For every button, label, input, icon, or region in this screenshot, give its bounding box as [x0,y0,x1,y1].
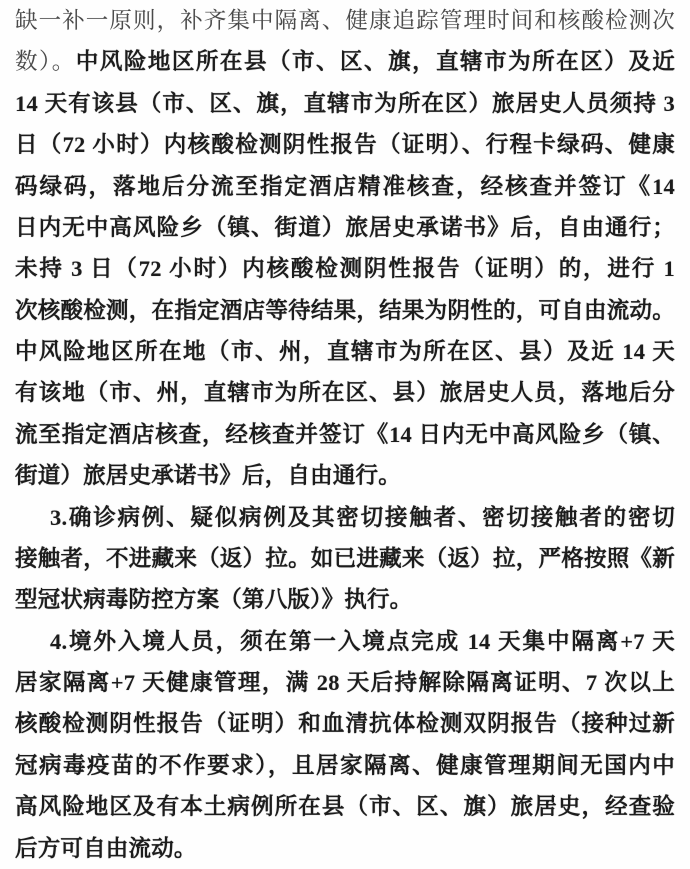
text-run: 4.境外入境人员，须在第一入境点完成 14 天集中隔离+7 天 [50,628,675,654]
text-line [15,124,675,165]
text-run: 14 天有该县（市、区、旗，直辖市为所在区）旅居史人员须持 3 [15,90,675,116]
text-line [15,662,675,703]
text-run: 街道）旅居史承诺书》后，自由通行。 [15,463,401,489]
text-line [15,248,675,289]
text-line [15,414,675,455]
text-line [15,497,675,538]
text-run: 中风险地区所在县（市、区、旗，直辖市为所在区）及近 [75,49,675,75]
text-run: 流至指定酒店核查，经核查并签订《14 日内无中高风险乡（镇、 [15,421,675,447]
text-line [15,579,675,620]
text-run: 日内无中高风险乡（镇、街道）旅居史承诺书》后，自由通行； [15,214,675,240]
text-line [15,83,675,124]
text-line [15,828,675,869]
text-line [15,703,675,744]
text-line [15,372,675,413]
text-run: 后方可自由流动。 [15,835,197,861]
text-line [15,41,675,82]
text-line [15,786,675,827]
text-line [15,0,675,41]
text-line [15,331,675,372]
text-run: 日（72 小时）内核酸检测阴性报告（证明）、行程卡绿码、健康 [15,132,675,158]
text-run: 居家隔离+7 天健康管理，满 28 天后持解除隔离证明、7 次以上 [15,670,675,695]
text-line [15,290,675,331]
text-run: 中风险地区所在地（市、州，直辖市为所在区、县）及近 14 天 [15,339,675,364]
document-body [15,0,675,869]
text-run: 冠病毒疫苗的不作要求），且居家隔离、健康管理期间无国内中 [15,752,675,778]
text-run: 接触者，不进藏来（返）拉。如已进藏来（返）拉，严格按照《新 [15,545,675,571]
text-line [15,207,675,248]
text-line [15,621,675,662]
text-run: 码绿码，落地后分流至指定酒店精准核查，经核查并签订《14 [15,173,675,199]
text-run: 未持 3 日（72 小时）内核酸检测阴性报告（证明）的，进行 1 [15,256,675,282]
text-line [15,455,675,496]
text-run: 次核酸检测，在指定酒店等待结果，结果为阴性的，可自由流动。 [15,297,675,323]
text-line [15,166,675,207]
text-run: 缺一补一原则，补齐集中隔离、健康追踪管理时间和核酸检测次 [15,8,675,33]
text-run: 型冠状病毒防控方案（第八版）》执行。 [15,587,413,613]
text-run: 3.确诊病例、疑似病例及其密切接触者、密切接触者的密切 [50,504,675,530]
text-run: 核酸检测阴性报告（证明）和血清抗体检测双阴报告（接种过新 [15,711,675,737]
text-run: 高风险地区及有本土病例所在县（市、区、旗）旅居史，经查验 [15,794,675,820]
text-run: 数）。 [15,49,76,75]
text-run: 有该地（市、州，直辖市为所在区、县）旅居史人员，落地后分 [15,380,675,406]
text-line [15,538,675,579]
text-line [15,745,675,786]
